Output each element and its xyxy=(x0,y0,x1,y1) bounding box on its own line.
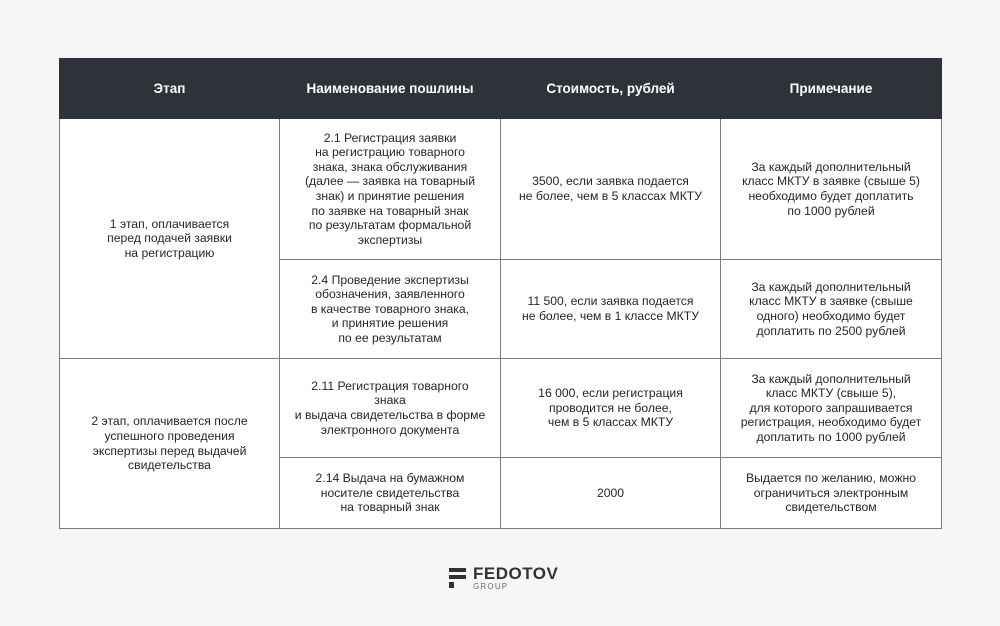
fee-cost-cell: 2000 xyxy=(501,458,721,529)
fee-name-cell: 2.1 Регистрация заявки на регистрацию товарного знака, знака обслуживания (далее — заявка на товарный знак) и принятие решения по заявке на товарный знак по результатам формальной экспертизы xyxy=(280,119,501,260)
fee-note-cell: За каждый дополнительный класс МКТУ в заявке (свыше 5) необходимо будет доплатить по 1000 рублей xyxy=(721,119,942,260)
logo-subtitle: GROUP xyxy=(473,582,509,591)
header-stage: Этап xyxy=(60,59,280,119)
table-row xyxy=(60,359,942,458)
fee-name-cell: 2.11 Регистрация товарного знака и выдача свидетельства в форме электронного документа xyxy=(280,359,501,458)
fee-table xyxy=(59,58,942,529)
stage-1-cell: 1 этап, оплачивается перед подачей заявки на регистрацию xyxy=(60,119,280,359)
fee-cost-cell: 11 500, если заявка подается не более, чем в 1 классе МКТУ xyxy=(501,260,721,359)
fee-table-wrapper xyxy=(59,58,941,529)
fee-name-cell: 2.4 Проведение экспертизы обозначения, заявленного в качестве товарного знака, и принятие решения по ее результатам xyxy=(280,260,501,359)
header-fee-name: Наименование пошлины xyxy=(280,59,501,119)
logo-name: FEDOTOV xyxy=(473,564,559,583)
fee-cost-cell: 16 000, если регистрация проводится не более, чем в 5 классах МКТУ xyxy=(501,359,721,458)
fedotov-group-logo xyxy=(449,565,558,591)
stage-2-cell: 2 этап, оплачивается после успешного проведения экспертизы перед выдачей свидетельства xyxy=(60,359,280,529)
table-row xyxy=(60,119,942,260)
fee-note-cell: За каждый дополнительный класс МКТУ в заявке (свыше одного) необходимо будет доплатить по 2500 рублей xyxy=(721,260,942,359)
fee-cost-cell: 3500, если заявка подается не более, чем в 5 классах МКТУ xyxy=(501,119,721,260)
header-cost: Стоимость, рублей xyxy=(501,59,721,119)
fee-note-cell: Выдается по желанию, можно ограничиться электронным свидетельством xyxy=(721,458,942,529)
fee-name-cell: 2.14 Выдача на бумажном носителе свидетельства на товарный знак xyxy=(280,458,501,529)
logo-mark-icon xyxy=(449,568,466,588)
table-header-row xyxy=(60,59,942,119)
header-note: Примечание xyxy=(721,59,942,119)
logo-text xyxy=(473,565,558,591)
fee-note-cell: За каждый дополнительный класс МКТУ (свыше 5), для которого запрашивается регистрация, необходимо будет доплатить по 1000 рублей xyxy=(721,359,942,458)
